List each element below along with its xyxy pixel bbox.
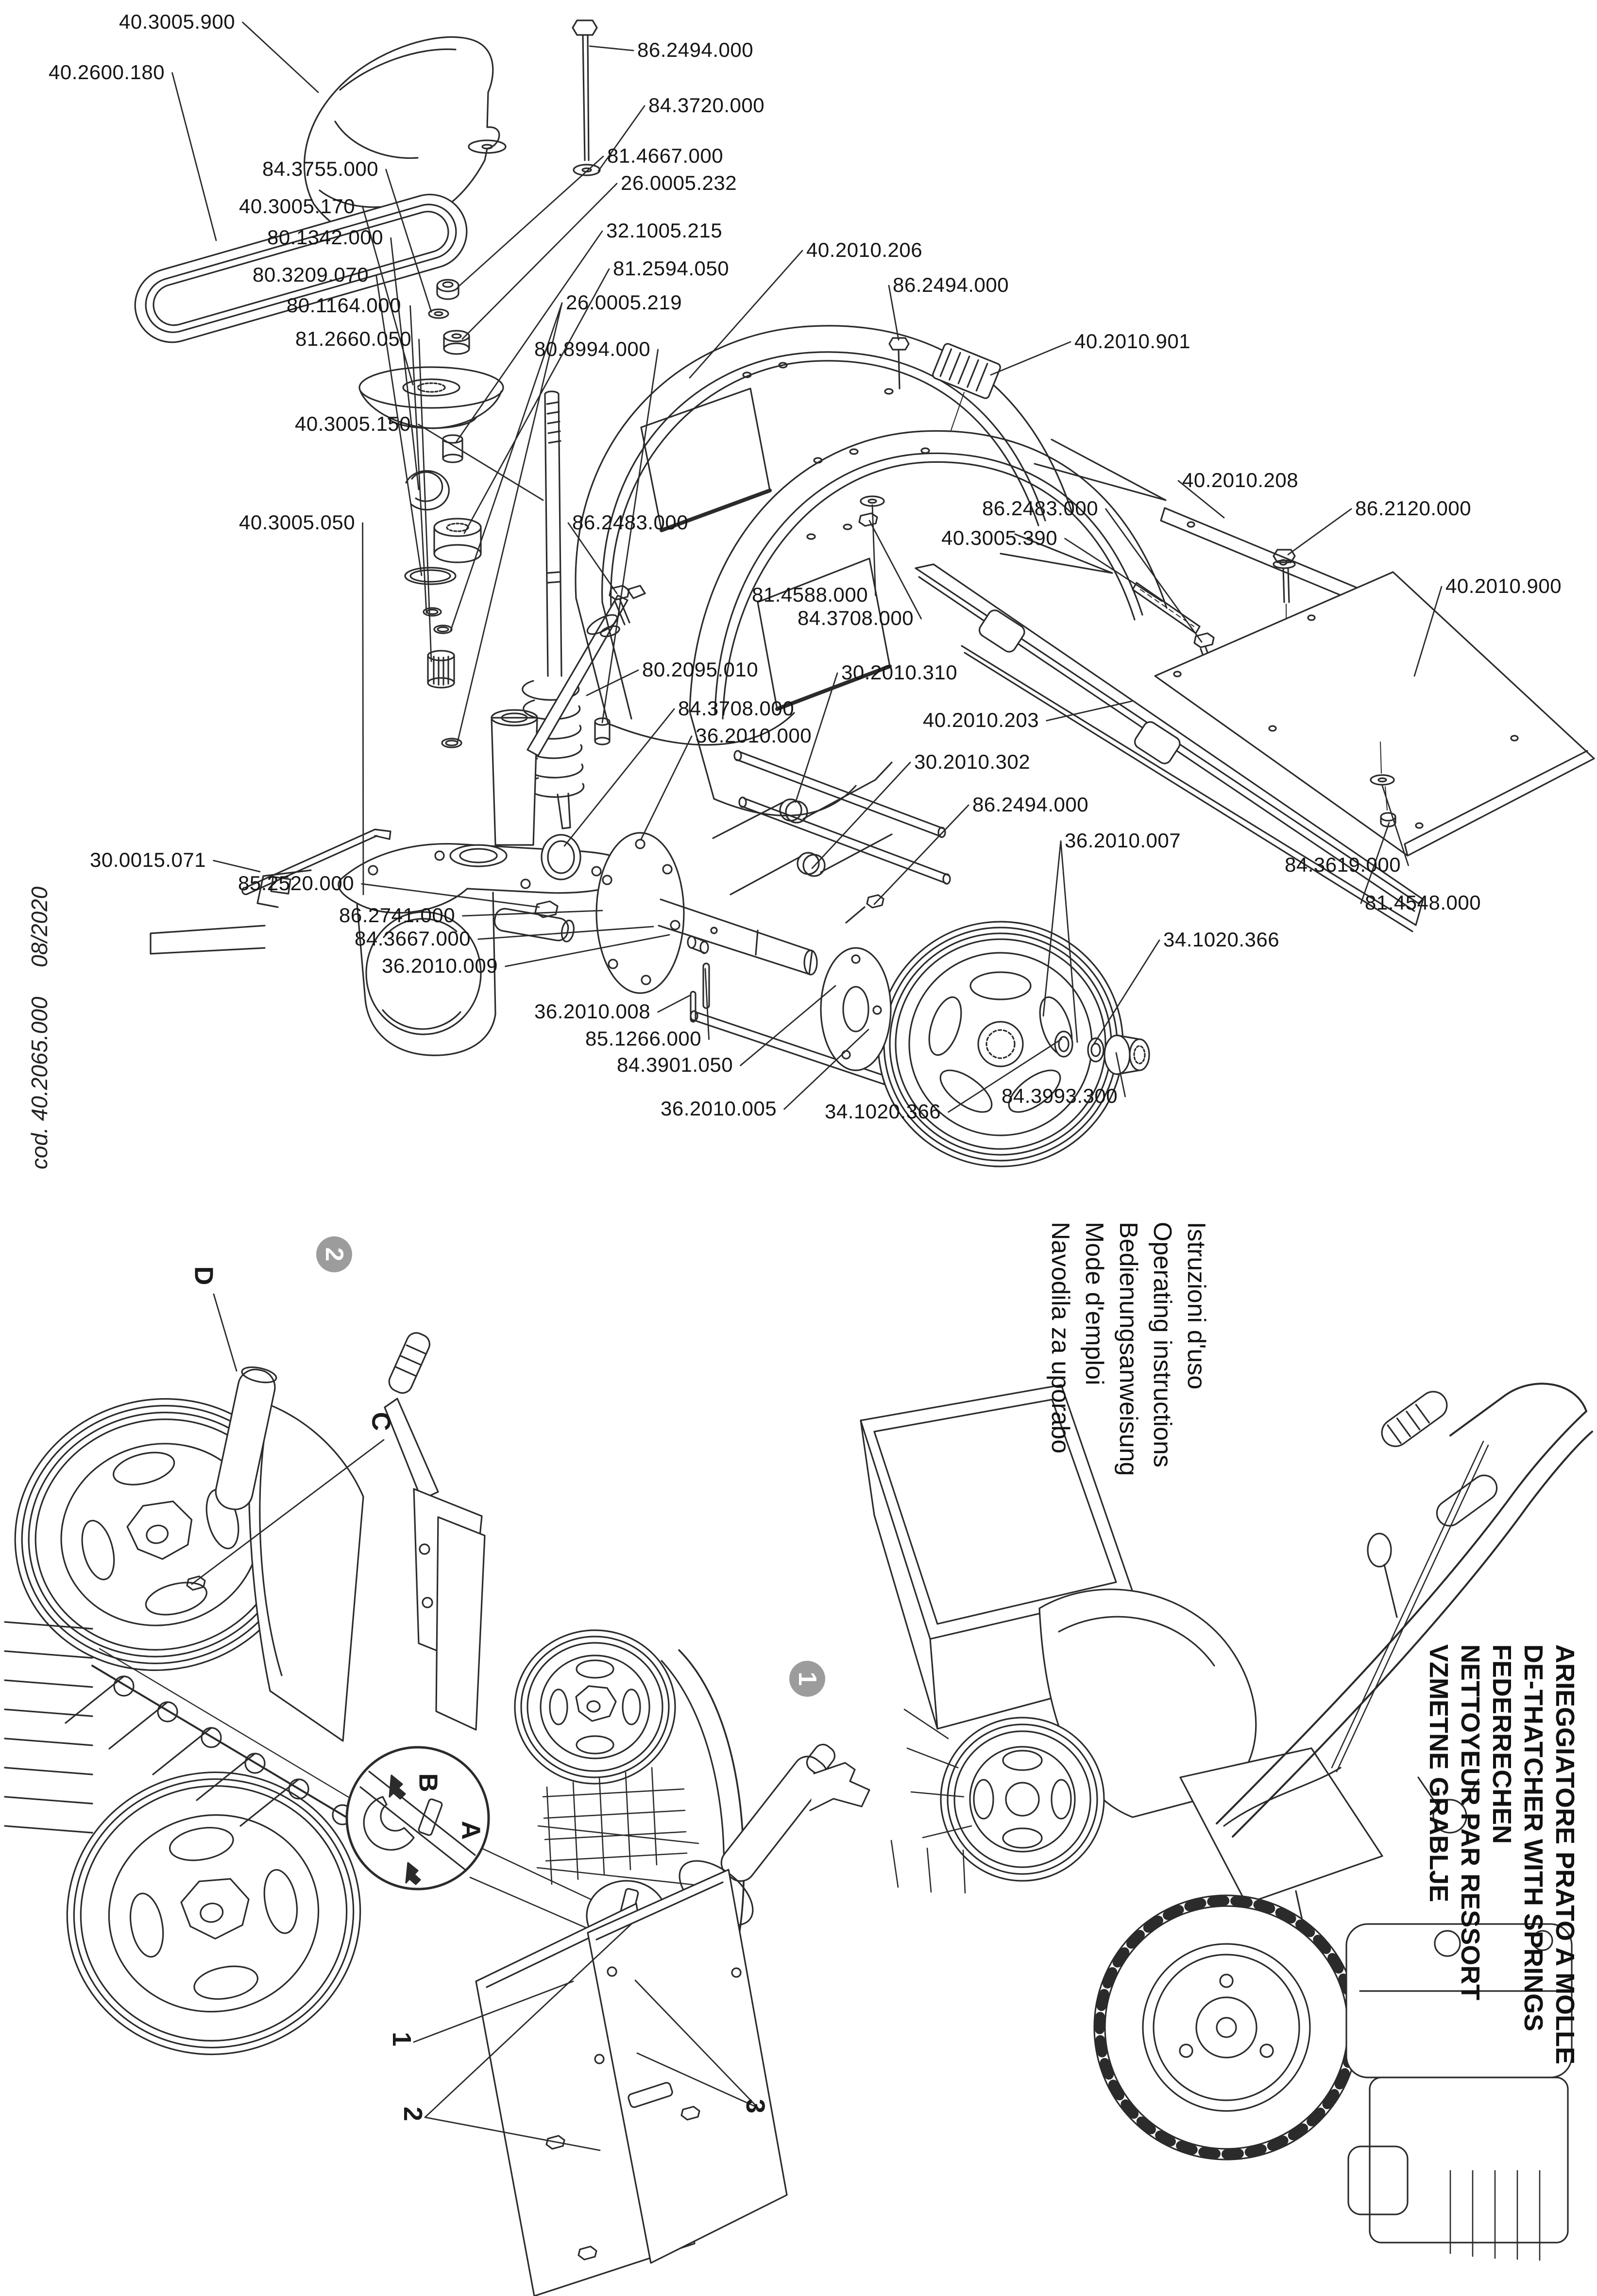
part-number-label: 84.3708.000: [678, 697, 795, 720]
part-number-label: 40.2010.208: [1182, 469, 1299, 491]
part-number-label: 34.1020.366: [825, 1100, 941, 1123]
part-number-label: 84.3667.000: [355, 927, 471, 950]
part-number-label: 85.1266.000: [585, 1027, 702, 1050]
part-number-label: 36.2010.008: [534, 1000, 651, 1023]
figure-callout-c: C: [366, 1412, 396, 1431]
figure-callout-1: 1: [387, 2031, 417, 2047]
part-number-label: 84.3901.050: [617, 1053, 733, 1076]
part-number-label: 40.3005.390: [941, 526, 1058, 549]
part-number-label: 86.2483.000: [572, 511, 689, 534]
product-title-line: NETTOYEUR PAR RESSORT: [1456, 1644, 1485, 2001]
figure-callout-a: A: [456, 1821, 486, 1840]
part-number-label: 34.1020.366: [1163, 928, 1280, 951]
language-line: Operating instructions: [1148, 1222, 1176, 1468]
part-number-label: 86.2483.000: [982, 497, 1099, 520]
product-title-line: DE-THATCHER WITH SPRINGS: [1519, 1644, 1548, 2031]
part-number-label: 84.3708.000: [798, 607, 914, 629]
part-number-label: 40.2010.901: [1074, 330, 1191, 353]
figure-1-drawing: [347, 1630, 869, 2296]
part-number-label: 80.3209.070: [253, 263, 369, 286]
part-number-label: 80.8994.000: [534, 338, 651, 360]
part-number-label: 26.0005.232: [621, 171, 737, 194]
language-line: Mode d'emploi: [1080, 1222, 1108, 1385]
part-number-label: 40.3005.050: [239, 511, 356, 534]
product-title-line: VZMETNE GRABLJE: [1424, 1644, 1453, 1903]
product-title-list: [1423, 1644, 1580, 2064]
language-line: Navodila za uporabo: [1046, 1222, 1074, 1453]
figure-callout-b: B: [413, 1773, 443, 1792]
part-number-label: 86.2741.000: [339, 904, 456, 927]
step-badge-1: 1: [789, 1661, 825, 1697]
part-number-label: 86.2494.000: [972, 793, 1089, 816]
part-number-label: 36.2010.007: [1065, 829, 1181, 852]
part-number-label: 86.2494.000: [893, 273, 1009, 296]
figure-callout-d: D: [189, 1266, 219, 1285]
language-line: Istruzioni d'uso: [1182, 1222, 1210, 1390]
part-number-label: 30.2010.310: [841, 661, 958, 684]
part-number-label: 40.3005.170: [239, 195, 356, 218]
part-number-label: 30.0015.071: [90, 848, 206, 871]
figure-2-drawing: [0, 1330, 485, 2077]
part-number-label: 80.1342.000: [267, 226, 384, 249]
part-number-label: 80.1164.000: [287, 294, 401, 317]
part-number-label: 81.4588.000: [752, 583, 868, 606]
language-line: Bedienungsanweisung: [1114, 1222, 1142, 1476]
part-number-label: 26.0005.219: [566, 291, 682, 314]
part-number-label: 40.3005.150: [295, 412, 411, 435]
product-title-line: FEDERRECHEN: [1487, 1644, 1516, 1844]
part-number-label: 84.3993.300: [1002, 1084, 1118, 1107]
figure-callout-3: 3: [741, 2098, 770, 2114]
part-number-label: 81.4667.000: [607, 144, 724, 167]
part-number-label: 84.3755.000: [262, 157, 379, 180]
part-number-label: 32.1005.215: [606, 219, 723, 242]
part-number-label: 84.3619.000: [1285, 853, 1401, 876]
part-number-label: 40.2600.180: [49, 61, 165, 84]
part-number-label: 40.3005.900: [119, 10, 236, 33]
part-number-label: 36.2010.000: [696, 724, 812, 747]
part-number-label: 36.2010.005: [661, 1097, 777, 1120]
part-number-label: 81.2594.050: [613, 257, 730, 280]
part-number-label: 84.3720.000: [648, 94, 765, 117]
part-number-label: 81.2660.050: [295, 327, 412, 350]
product-title-line: ARIEGGIATORE PRATO A MOLLE: [1550, 1644, 1580, 2065]
part-number-label: 85.2520.000: [238, 872, 355, 895]
part-number-label: 86.2494.000: [637, 38, 754, 61]
step-badge-2: 2: [316, 1236, 352, 1272]
document-code: cod. 40.2065.000: [27, 996, 52, 1169]
part-number-label: 30.2010.302: [914, 750, 1031, 773]
part-number-label: 40.2010.900: [1445, 574, 1562, 597]
part-number-label: 40.2010.203: [923, 709, 1039, 731]
edition-date-code: 08/2020: [27, 886, 52, 967]
part-number-label: 40.2010.206: [806, 238, 923, 261]
figure-callout-2: 2: [398, 2106, 428, 2122]
part-number-label: 36.2010.009: [382, 954, 498, 977]
language-list: [1043, 1222, 1213, 1476]
part-number-label: 86.2120.000: [1355, 497, 1472, 520]
part-number-label: 80.2095.010: [642, 658, 759, 681]
part-number-label: 81.4548.000: [1365, 891, 1481, 914]
